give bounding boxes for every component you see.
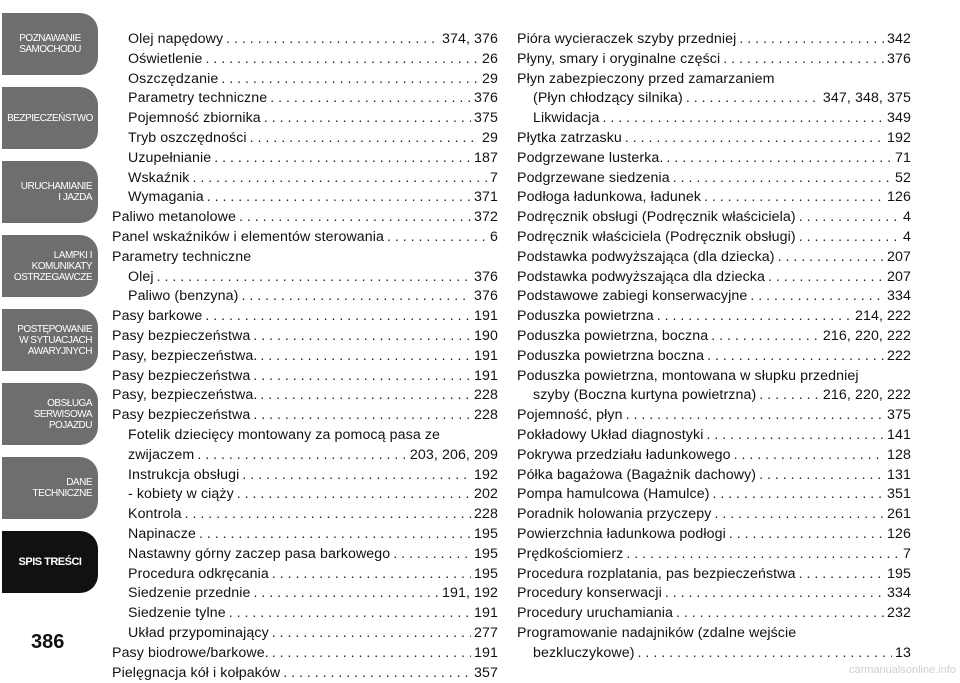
index-entry: [112, 406, 498, 426]
index-entry: [517, 525, 911, 545]
index-entry: [517, 228, 911, 248]
index-entry-pages: 7: [903, 545, 911, 565]
sidebar-tab-4[interactable]: [2, 235, 98, 297]
index-entry: [112, 268, 498, 288]
dot-leader: [193, 169, 488, 189]
index-entry: [517, 545, 911, 565]
index-entry-pages: 334: [887, 287, 911, 307]
index-entry-label: Pojemność, płyn: [517, 406, 623, 426]
sidebar-tab-3[interactable]: [2, 161, 98, 223]
index-entry-label: Oszczędzanie: [128, 70, 218, 90]
index-heading: Parametry techniczne: [112, 248, 498, 268]
dot-leader: [657, 307, 852, 327]
index-entry: [517, 208, 911, 228]
index-entry-label: Pasy, bezpieczeństwa.: [112, 347, 257, 367]
sidebar-tab-label: LAMPKI I KOMUNIKATY OSTRZEGAWCZE: [8, 250, 92, 283]
watermark: carmanualsonline.info: [849, 664, 956, 676]
index-entry: [517, 327, 911, 347]
index-entry-label: Poduszka powietrzna boczna: [517, 347, 704, 367]
dot-leader: [734, 446, 884, 466]
index-heading: Programowanie nadajników (zdalne wejście: [517, 624, 911, 644]
index-entry: [517, 426, 911, 446]
index-entry: [517, 248, 911, 268]
index-entry-pages: 207: [887, 268, 911, 288]
index-entry-pages: 375: [887, 406, 911, 426]
dot-leader: [205, 50, 479, 70]
index-entry-pages: 191: [474, 644, 498, 664]
index-entry-label: Procedura rozplatania, pas bezpieczeństwa: [517, 565, 796, 585]
index-entry-pages: 191: [474, 347, 498, 367]
dot-leader: [723, 50, 884, 70]
dot-leader: [602, 109, 884, 129]
dot-leader: [253, 584, 438, 604]
index-entry: [112, 604, 498, 624]
index-entry-pages: 349: [887, 109, 911, 129]
dot-leader: [393, 545, 471, 565]
index-entry-pages: 29: [482, 129, 498, 149]
dot-leader: [185, 505, 471, 525]
index-entry: [112, 386, 498, 406]
index-entry: [517, 565, 911, 585]
dot-leader: [750, 287, 884, 307]
index-entry-label: Prędkościomierz: [517, 545, 623, 565]
index-entry-pages: 202: [474, 485, 498, 505]
index-entry-pages: 228: [474, 406, 498, 426]
index-entry-label: Półka bagażowa (Bagażnik dachowy): [517, 466, 756, 486]
index-entry: [517, 386, 911, 406]
index-entry-pages: 195: [474, 565, 498, 585]
index-entry-pages: 334: [887, 584, 911, 604]
index-entry: [517, 287, 911, 307]
index-entry-pages: 191: [474, 604, 498, 624]
index-entry: [517, 644, 911, 664]
sidebar-tab-8[interactable]: [2, 531, 98, 593]
index-entry-label: Likwidacja: [533, 109, 599, 129]
dot-leader: [704, 188, 884, 208]
index-entry: [112, 565, 498, 585]
index-entry-label: Olej: [128, 268, 154, 288]
index-entry: [112, 109, 498, 129]
index-entry: [517, 584, 911, 604]
index-entry-pages: 376: [474, 89, 498, 109]
index-entry-label: szyby (Boczna kurtyna powietrzna): [533, 386, 756, 406]
index-column-right: [517, 30, 911, 664]
index-entry-label: Procedura odkręcania: [128, 565, 269, 585]
dot-leader: [799, 228, 900, 248]
dot-leader: [686, 89, 820, 109]
index-entry: [517, 307, 911, 327]
index-entry-pages: 372: [474, 208, 498, 228]
index-entry-label: Podstawowe zabiegi konserwacyjne: [517, 287, 747, 307]
index-entry-label: Pasy barkowe: [112, 307, 202, 327]
index-entry: [112, 307, 498, 327]
index-entry-label: Pokładowy Układ diagnostyki: [517, 426, 703, 446]
index-entry: [112, 129, 498, 149]
dot-leader: [253, 367, 471, 387]
index-entry-label: bezkluczykowe): [533, 644, 635, 664]
index-entry: [112, 89, 498, 109]
index-entry-label: Siedzenie tylne: [128, 604, 226, 624]
dot-leader: [272, 565, 471, 585]
dot-leader: [626, 406, 884, 426]
index-entry-pages: 141: [887, 426, 911, 446]
index-entry-pages: 191, 192: [442, 584, 498, 604]
index-entry-label: Kontrola: [128, 505, 182, 525]
index-entry-label: Pasy bezpieczeństwa: [112, 367, 250, 387]
dot-leader: [707, 347, 884, 367]
index-entry-pages: 29: [482, 70, 498, 90]
index-entry: [112, 367, 498, 387]
dot-leader: [626, 545, 900, 565]
index-entry-label: Podręcznik obsługi (Podręcznik właściciela): [517, 208, 796, 228]
dot-leader: [387, 228, 487, 248]
index-entry-label: Panel wskaźników i elementów sterowania: [112, 228, 384, 248]
index-entry-pages: 71: [895, 149, 911, 169]
index-entry-pages: 214, 222: [855, 307, 911, 327]
index-entry: [517, 129, 911, 149]
index-entry-label: Procedury konserwacji: [517, 584, 662, 604]
index-column-left: [112, 30, 498, 683]
index-entry: [112, 525, 498, 545]
index-entry-label: Podgrzewane siedzenia: [517, 169, 670, 189]
dot-leader: [799, 565, 884, 585]
sidebar-tab-label: BEZPIECZEŃSTWO: [7, 113, 93, 124]
sidebar-tab-1[interactable]: [2, 13, 98, 75]
index-heading: Fotelik dziecięcy montowany za pomocą pasa ze: [112, 426, 498, 446]
dot-leader: [676, 604, 884, 624]
index-entry-label: Podstawka podwyższająca (dla dziecka): [517, 248, 775, 268]
index-entry-label: Poduszka powietrzna: [517, 307, 654, 327]
dot-leader: [729, 525, 884, 545]
index-entry-pages: 4: [903, 208, 911, 228]
index-entry: [517, 446, 911, 466]
index-entry-pages: 26: [482, 50, 498, 70]
dot-leader: [239, 208, 471, 228]
index-entry: [112, 149, 498, 169]
index-entry-label: Wymagania: [128, 188, 204, 208]
index-entry-label: Paliwo metanolowe: [112, 208, 236, 228]
index-entry-label: Pompa hamulcowa (Hamulce): [517, 485, 710, 505]
index-entry-pages: 52: [895, 169, 911, 189]
index-entry-pages: 216, 220, 222: [823, 327, 911, 347]
index-entry-pages: 195: [474, 545, 498, 565]
index-entry-label: Pasy bezpieczeństwa: [112, 406, 250, 426]
index-heading: Płyn zabezpieczony przed zamarzaniem: [517, 70, 911, 90]
index-entry: [517, 89, 911, 109]
index-entry-label: Podstawka podwyższająca dla dziecka: [517, 268, 765, 288]
dot-leader: [250, 129, 479, 149]
index-entry: [112, 347, 498, 367]
index-entry-label: - kobiety w ciąży: [128, 485, 234, 505]
index-entry-pages: 192: [887, 129, 911, 149]
dot-leader: [638, 644, 892, 664]
index-entry-pages: 375: [474, 109, 498, 129]
index-entry-pages: 126: [887, 188, 911, 208]
index-entry-pages: 207: [887, 248, 911, 268]
dot-leader: [221, 70, 479, 90]
index-entry-pages: 187: [474, 149, 498, 169]
dot-leader: [666, 149, 892, 169]
index-entry: [112, 30, 498, 50]
index-entry-label: Paliwo (benzyna): [128, 287, 238, 307]
index-entry: [517, 149, 911, 169]
index-entry-pages: 277: [474, 624, 498, 644]
index-entry: [112, 624, 498, 644]
dot-leader: [706, 426, 884, 446]
dot-leader: [799, 208, 900, 228]
index-entry: [517, 485, 911, 505]
dot-leader: [207, 188, 471, 208]
index-entry-label: Powierzchnia ładunkowa podłogi: [517, 525, 726, 545]
index-entry-label: Oświetlenie: [128, 50, 202, 70]
index-entry-pages: 195: [474, 525, 498, 545]
index-entry-pages: 342: [887, 30, 911, 50]
index-entry: [112, 664, 498, 683]
sidebar-tab-2[interactable]: [2, 87, 98, 149]
index-entry-label: Uzupełnianie: [128, 149, 211, 169]
index-entry: [517, 505, 911, 525]
index-entry-label: Napinacze: [128, 525, 196, 545]
index-entry-pages: 13: [895, 644, 911, 664]
index-entry-label: zwijaczem: [128, 446, 194, 466]
dot-leader: [205, 307, 471, 327]
index-entry: [517, 109, 911, 129]
index-entry: [112, 70, 498, 90]
index-entry-label: Pasy biodrowe/barkowe.: [112, 644, 269, 664]
index-entry-label: Podłoga ładunkowa, ładunek: [517, 188, 701, 208]
sidebar-tab-5[interactable]: [2, 309, 98, 371]
index-entry-label: Olej napędowy: [128, 30, 223, 50]
index-entry-label: Pasy bezpieczeństwa: [112, 327, 250, 347]
index-entry: [517, 30, 911, 50]
index-entry-pages: 195: [887, 565, 911, 585]
dot-leader: [253, 406, 471, 426]
index-entry-pages: 347, 348, 375: [823, 89, 911, 109]
index-entry: [112, 505, 498, 525]
index-entry-pages: 191: [474, 367, 498, 387]
index-entry-label: Poduszka powietrzna, boczna: [517, 327, 708, 347]
index-entry-pages: 232: [887, 604, 911, 624]
index-entry: [517, 268, 911, 288]
index-entry-pages: 7: [490, 169, 498, 189]
index-entry-label: Instrukcja obsługi: [128, 466, 239, 486]
index-entry-pages: 371: [474, 188, 498, 208]
index-entry-label: Nastawny górny zaczep pasa barkowego: [128, 545, 390, 565]
index-entry: [112, 485, 498, 505]
dot-leader: [260, 347, 471, 367]
index-entry-label: Pielęgnacja kół i kołpaków: [112, 664, 280, 683]
index-entry-pages: 6: [490, 228, 498, 248]
dot-leader: [625, 129, 884, 149]
sidebar-tab-label: SPIS TREŚCI: [19, 557, 82, 568]
index-entry-label: Tryb oszczędności: [128, 129, 247, 149]
index-entry: [112, 466, 498, 486]
index-entry-pages: 228: [474, 386, 498, 406]
index-entry-pages: 222: [887, 347, 911, 367]
dot-leader: [253, 327, 471, 347]
dot-leader: [778, 248, 884, 268]
index-entry-label: Poradnik holowania przyczepy: [517, 505, 711, 525]
index-entry-label: Płyny, smary i oryginalne części: [517, 50, 720, 70]
index-entry: [112, 545, 498, 565]
index-entry: [517, 604, 911, 624]
dot-leader: [197, 446, 407, 466]
page-number: 386: [31, 631, 64, 654]
index-entry-pages: 131: [887, 466, 911, 486]
index-entry-label: Układ przypominający: [128, 624, 269, 644]
index-entry-pages: 376: [474, 268, 498, 288]
index-entry-label: Procedury uruchamiania: [517, 604, 673, 624]
index-entry-pages: 351: [887, 485, 911, 505]
index-entry-pages: 126: [887, 525, 911, 545]
index-entry: [112, 169, 498, 189]
index-entry: [112, 228, 498, 248]
index-entry: [112, 287, 498, 307]
index-entry-pages: 191: [474, 307, 498, 327]
index-entry-label: Płytka zatrzasku: [517, 129, 622, 149]
dot-leader: [260, 386, 471, 406]
dot-leader: [214, 149, 471, 169]
index-entry: [517, 347, 911, 367]
index-entry-pages: 376: [474, 287, 498, 307]
dot-leader: [242, 466, 471, 486]
index-entry-pages: 190: [474, 327, 498, 347]
dot-leader: [759, 466, 884, 486]
index-entry-label: Pasy, bezpieczeństwa.: [112, 386, 257, 406]
index-entry-label: Pióra wycieraczek szyby przedniej: [517, 30, 736, 50]
index-entry-pages: 357: [474, 664, 498, 683]
dot-leader: [199, 525, 471, 545]
dot-leader: [157, 268, 471, 288]
index-entry-pages: 376: [887, 50, 911, 70]
index-entry-pages: 216, 220, 222: [823, 386, 911, 406]
sidebar-tab-label: OBSŁUGA SERWISOWA POJAZDU: [8, 398, 92, 431]
sidebar-tab-label: DANE TECHNICZNE: [8, 477, 92, 499]
index-entry: [517, 188, 911, 208]
index-entry: [112, 446, 498, 466]
index-entry-label: Pojemność zbiornika: [128, 109, 261, 129]
index-entry-label: Wskaźnik: [128, 169, 190, 189]
dot-leader: [711, 327, 820, 347]
dot-leader: [713, 485, 884, 505]
dot-leader: [759, 386, 820, 406]
index-entry: [112, 584, 498, 604]
dot-leader: [714, 505, 884, 525]
index-entry-pages: 261: [887, 505, 911, 525]
dot-leader: [264, 109, 471, 129]
index-entry-pages: 192: [474, 466, 498, 486]
index-entry-label: Podgrzewane lusterka.: [517, 149, 663, 169]
index-entry: [112, 188, 498, 208]
index-entry: [517, 169, 911, 189]
index-entry-pages: 374, 376: [442, 30, 498, 50]
dot-leader: [270, 89, 471, 109]
dot-leader: [226, 30, 439, 50]
index-entry-pages: 4: [903, 228, 911, 248]
dot-leader: [241, 287, 471, 307]
index-entry-label: (Płyn chłodzący silnika): [533, 89, 683, 109]
dot-leader: [739, 30, 884, 50]
index-entry-label: Pokrywa przedziału ładunkowego: [517, 446, 731, 466]
sidebar-tab-7[interactable]: [2, 457, 98, 519]
index-entry-label: Podręcznik właściciela (Podręcznik obsługi): [517, 228, 796, 248]
index-entry-pages: 128: [887, 446, 911, 466]
dot-leader: [283, 664, 471, 683]
dot-leader: [665, 584, 884, 604]
dot-leader: [272, 644, 471, 664]
index-entry: [112, 50, 498, 70]
index-entry-pages: 228: [474, 505, 498, 525]
sidebar-tab-label: POZNAWANIE SAMOCHODU: [19, 33, 81, 55]
index-entry-label: Parametry techniczne: [128, 89, 267, 109]
index-entry: [517, 50, 911, 70]
dot-leader: [237, 485, 471, 505]
sidebar-navigation: [0, 0, 100, 678]
index-entry: [517, 466, 911, 486]
dot-leader: [673, 169, 892, 189]
index-entry-pages: 203, 206, 209: [410, 446, 498, 466]
index-entry: [112, 644, 498, 664]
index-heading: Poduszka powietrzna, montowana w słupku przedniej: [517, 367, 911, 387]
dot-leader: [272, 624, 471, 644]
index-entry: [112, 327, 498, 347]
index-entry: [112, 208, 498, 228]
index-entry-label: Siedzenie przednie: [128, 584, 250, 604]
sidebar-tab-label: POSTĘPOWANIE W SYTUACJACH AWARYJNYCH: [8, 324, 92, 357]
index-entry: [517, 406, 911, 426]
dot-leader: [768, 268, 884, 288]
sidebar-tab-6[interactable]: [2, 383, 98, 445]
sidebar-tab-label: URUCHAMIANIE I JAZDA: [8, 181, 92, 203]
dot-leader: [229, 604, 471, 624]
